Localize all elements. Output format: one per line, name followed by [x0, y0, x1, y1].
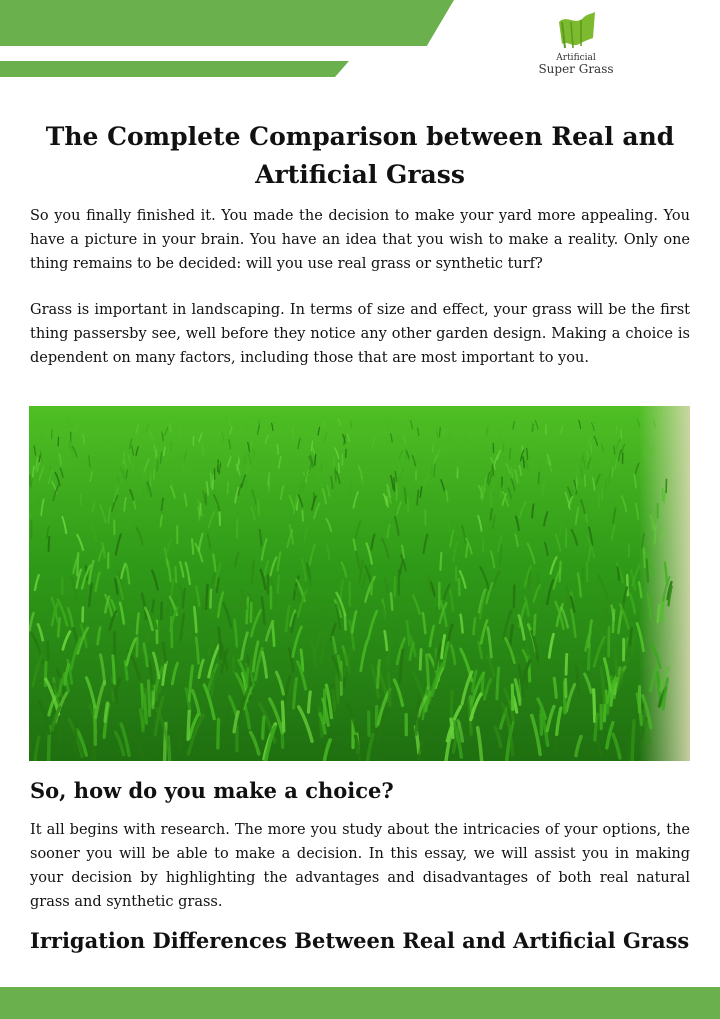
section1-heading: So, how do you make a choice? [30, 778, 394, 803]
brand-line2: Super Grass [538, 62, 614, 76]
header-band-bottom [0, 61, 349, 77]
page-title: The Complete Comparison between Real and Artificial Grass [45, 122, 675, 189]
intro-paragraph-2: Grass is important in landscaping. In terms of size and effect, your grass will be the first thing passersby see, well before they notice any other garden design. Making a choice is dependent on many factors, including those that are most important to you. [30, 302, 690, 366]
brand-logo[interactable] [535, 8, 617, 76]
grass-photo [29, 406, 690, 761]
footer-band [0, 987, 720, 1019]
grass-flag-icon [553, 8, 599, 52]
section2-heading: Irrigation Differences Between Real and Artificial Grass [30, 928, 690, 953]
header-band-top [0, 0, 454, 46]
brand-line1: Artificial [556, 53, 596, 63]
intro-paragraph-1: So you finally finished it. You made the decision to make your yard more appealing. You have a picture in your brain. You have an idea that you wish to make a reality. Only one thing remains to be decided: will you use real grass or synthetic turf? [30, 208, 690, 272]
section1-paragraph: It all begins with research. The more you study about the intricacies of your options, the sooner you will be able to make a decision. In this essay, we will assist you in making your decision by highlighting the advantages and disadvantages of both real natural grass and synthetic grass. [30, 822, 690, 910]
